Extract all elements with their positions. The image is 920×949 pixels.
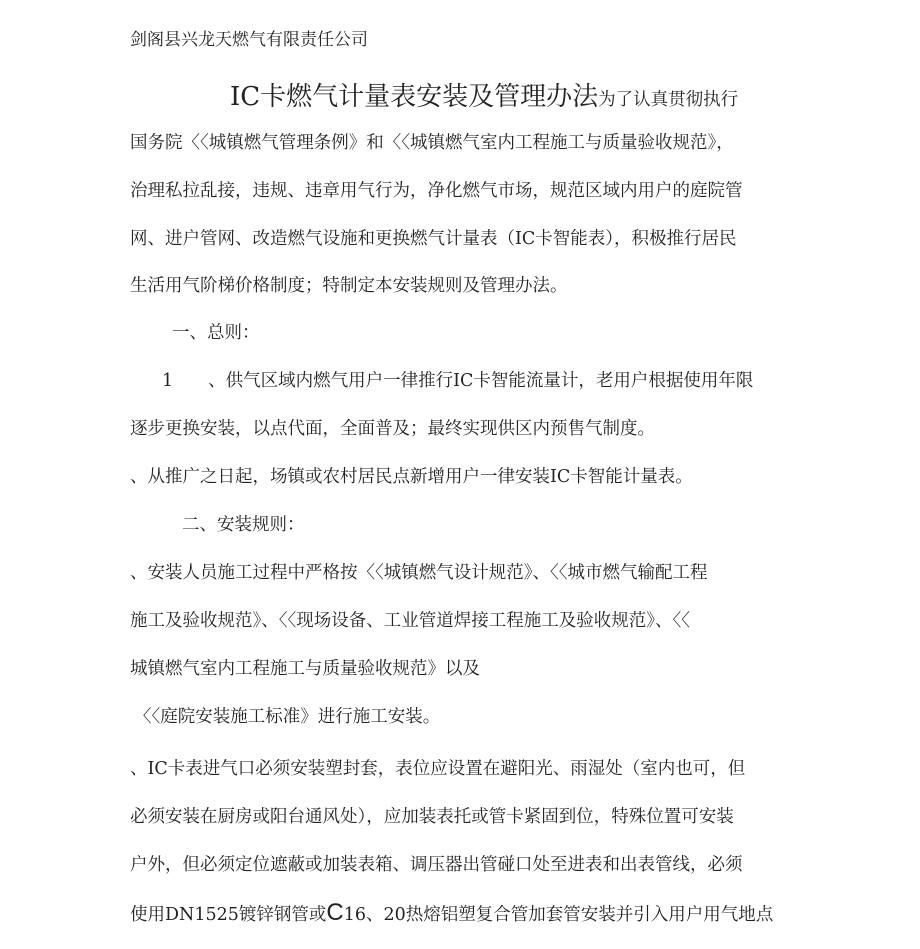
section-heading: 二、安装规则： [182, 515, 305, 535]
title-tail-text: 为了认真贯彻执行 [598, 90, 739, 110]
text-segment: C [326, 899, 344, 926]
text-segment: 使用DN1525镀锌钢管或 [130, 905, 327, 925]
paragraph-line: 、安装人员施工过程中严格按〈〈城镇燃气设计规范》、〈〈城市燃气输配工程 [130, 563, 708, 583]
document-title-line [230, 80, 738, 117]
paragraph-line: 〈〈庭院安装施工标准》进行施工安装。 [134, 707, 441, 727]
document-title: IC卡燃气计量表安装及管理办法 [230, 82, 599, 112]
paragraph-line: 城镇燃气室内工程施工与质量验收规范》以及 [130, 659, 480, 679]
paragraph-line: 、从推广之日起，场镇或农村居民点新增用户一律安装IC卡智能计量表。 [130, 467, 693, 487]
paragraph-line: 网、进户管网、改造燃气设施和更换燃气计量表（IC卡智能表），积极推行居民 [130, 229, 737, 249]
paragraph-line: 生活用气阶梯价格制度；特制定本安装规则及管理办法。 [130, 276, 568, 296]
paragraph-line: 1 、供气区域内燃气用户一律推行IC卡智能流量计，老用户根据使用年限 [162, 371, 754, 391]
section-heading: 一、总则： [172, 323, 260, 343]
company-header: 剑阁县兴龙天燃气有限责任公司 [130, 30, 368, 50]
paragraph-line: 逐步更换安装，以点代面，全面普及；最终实现供区内预售气制度。 [130, 419, 655, 439]
paragraph-line: 户外，但必须定位遮蔽或加装表箱、调压器出管碰口处至进表和出表管线，必须 [130, 855, 743, 875]
paragraph-line: 、IC卡表进气口必须安装塑封套，表位应设置在避阳光、雨湿处（室内也可，但 [130, 759, 746, 779]
paragraph-line: 必须安装在厨房或阳台通风处），应加装表托或管卡紧固到位，特殊位置可安装 [130, 807, 734, 827]
text-segment: 16、20热熔铝塑复合管加套管安装并引入用户用气地点 [343, 905, 774, 925]
paragraph-line: 治理私拉乱接，违规、违章用气行为，净化燃气市场，规范区域内用户的庭院管 [130, 181, 743, 201]
paragraph-line: 施工及验收规范》、〈〈现场设备、工业管道焊接工程施工及验收规范》、〈〈 [130, 611, 690, 631]
paragraph-line [130, 901, 773, 927]
paragraph-line: 国务院〈〈城镇燃气管理条例》和〈〈城镇燃气室内工程施工与质量验收规范》， [130, 133, 734, 153]
